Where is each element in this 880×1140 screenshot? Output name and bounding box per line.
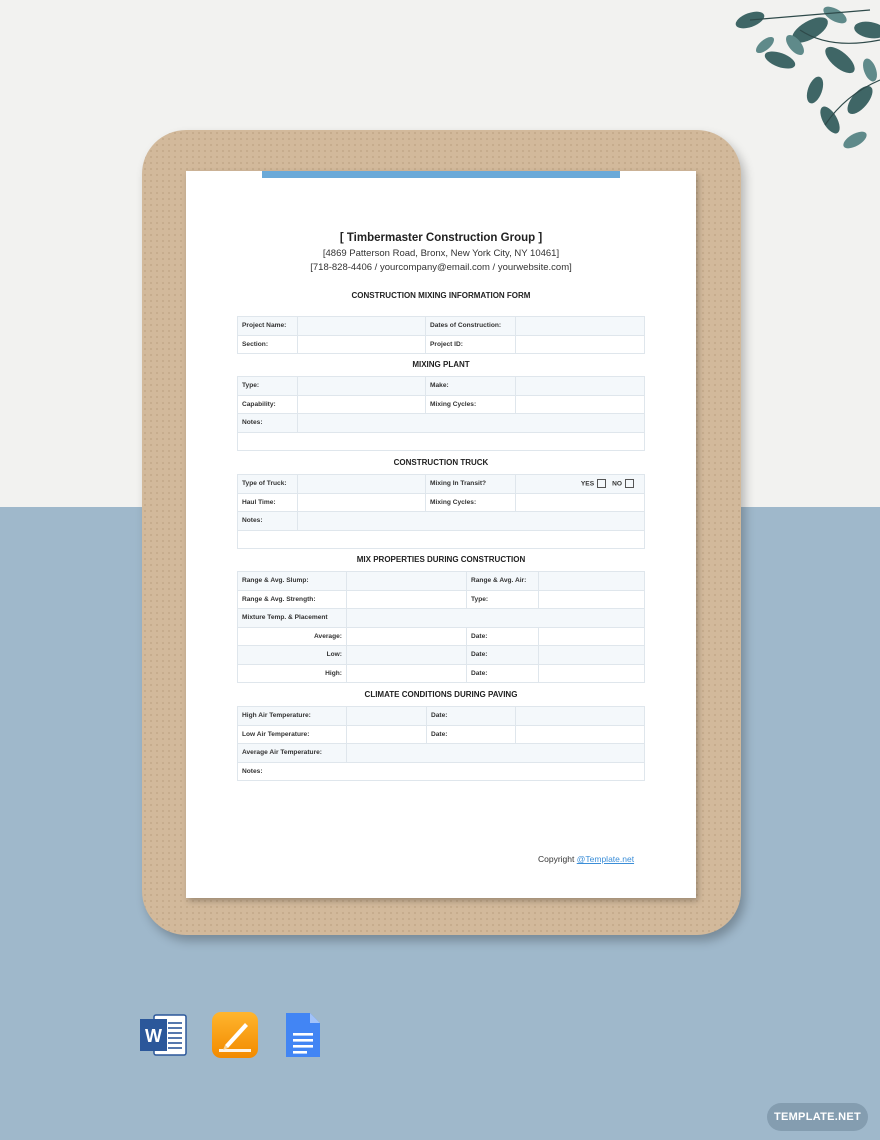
no-label: NO — [612, 480, 622, 488]
avg-air-temp-label: Average Air Temperature: — [238, 744, 347, 763]
yes-checkbox[interactable] — [597, 479, 606, 488]
make-field[interactable] — [516, 377, 645, 396]
accent-bar — [262, 171, 620, 178]
air-label: Range & Avg. Air: — [467, 572, 539, 591]
table-row — [238, 627, 645, 646]
no-checkbox[interactable] — [625, 479, 634, 488]
table-row — [238, 317, 645, 336]
date-field[interactable] — [539, 646, 645, 665]
date-field[interactable] — [516, 725, 645, 744]
company-name: [ Timbermaster Construction Group ] — [339, 232, 543, 244]
table-row — [238, 707, 645, 726]
company-contact: [718-828-4406 / yourcompany@email.com / yourwebsite.com] — [310, 262, 572, 273]
type-of-truck-label: Type of Truck: — [238, 475, 298, 494]
date-field[interactable] — [516, 707, 645, 726]
table-row — [238, 475, 645, 494]
strength-field[interactable] — [347, 590, 467, 609]
haul-time-label: Haul Time: — [238, 493, 298, 512]
climate-title: CLIMATE CONDITIONS DURING PAVING — [364, 690, 518, 699]
high-field[interactable] — [347, 664, 467, 683]
construction-truck-title: CONSTRUCTION TRUCK — [393, 458, 489, 467]
date-label: Date: — [467, 646, 539, 665]
date-label: Date: — [467, 664, 539, 683]
haul-time-field[interactable] — [298, 493, 426, 512]
high-air-temp-label: High Air Temperature: — [238, 707, 347, 726]
notes-field-extra[interactable] — [238, 432, 645, 451]
mixing-in-transit-label: Mixing In Transit? — [426, 475, 516, 494]
company-address: [4869 Patterson Road, Bronx, New York City, NY 10461] — [322, 248, 560, 259]
mix-properties-table — [237, 571, 645, 683]
table-row — [238, 762, 645, 781]
copyright — [538, 854, 634, 864]
make-label: Make: — [426, 377, 516, 396]
average-field[interactable] — [347, 627, 467, 646]
avg-air-temp-field[interactable] — [347, 744, 645, 763]
table-row — [238, 590, 645, 609]
notes-label: Notes: — [238, 414, 298, 433]
type-field[interactable] — [539, 590, 645, 609]
average-label: Average: — [238, 627, 347, 646]
table-row — [238, 646, 645, 665]
table-row — [238, 572, 645, 591]
form-document — [186, 171, 696, 898]
google-docs-icon[interactable] — [280, 1011, 328, 1059]
low-air-temp-label: Low Air Temperature: — [238, 725, 347, 744]
table-row — [238, 725, 645, 744]
low-air-temp-field[interactable] — [347, 725, 427, 744]
notes-label: Notes: — [242, 767, 263, 775]
mixing-cycles-field[interactable] — [516, 493, 645, 512]
project-id-field[interactable] — [516, 335, 645, 354]
notes-field[interactable] — [298, 512, 645, 531]
climate-table — [237, 706, 645, 781]
mixing-plant-table — [237, 376, 645, 451]
date-label: Date: — [427, 725, 516, 744]
air-field[interactable] — [539, 572, 645, 591]
table-row — [238, 414, 645, 433]
type-of-truck-field[interactable] — [298, 475, 426, 494]
mix-properties-title: MIX PROPERTIES DURING CONSTRUCTION — [356, 555, 526, 564]
mixing-cycles-field[interactable] — [516, 395, 645, 414]
dates-of-construction-field[interactable] — [516, 317, 645, 336]
table-row — [238, 512, 645, 531]
mixing-cycles-label: Mixing Cycles: — [426, 395, 516, 414]
table-row — [238, 664, 645, 683]
type-field[interactable] — [298, 377, 426, 396]
date-field[interactable] — [539, 627, 645, 646]
high-air-temp-field[interactable] — [347, 707, 427, 726]
template-badge[interactable]: TEMPLATE.NET — [767, 1103, 868, 1131]
table-row — [238, 377, 645, 396]
table-row — [238, 744, 645, 763]
project-id-label: Project ID: — [426, 335, 516, 354]
type-label: Type: — [238, 377, 298, 396]
strength-label: Range & Avg. Strength: — [238, 590, 347, 609]
yes-label: YES — [580, 480, 595, 488]
mixture-temp-label: Mixture Temp. & Placement — [238, 609, 347, 628]
dates-of-construction-label: Dates of Construction: — [426, 317, 516, 336]
svg-text:W: W — [145, 1026, 162, 1046]
table-row — [238, 493, 645, 512]
table-row — [238, 335, 645, 354]
table-row — [238, 530, 645, 549]
notes-field-extra[interactable] — [238, 530, 645, 549]
table-row — [238, 609, 645, 628]
construction-truck-table — [237, 474, 645, 549]
mixing-plant-title: MIXING PLANT — [412, 360, 470, 369]
capability-label: Capability: — [238, 395, 298, 414]
mixture-temp-field[interactable] — [347, 609, 645, 628]
high-label: High: — [238, 664, 347, 683]
table-row — [238, 395, 645, 414]
form-title: CONSTRUCTION MIXING INFORMATION FORM — [351, 291, 531, 300]
pages-icon[interactable] — [211, 1011, 259, 1059]
word-icon[interactable] — [140, 1011, 188, 1059]
notes-label: Notes: — [238, 512, 298, 531]
slump-field[interactable] — [347, 572, 467, 591]
mixing-in-transit-options — [516, 475, 645, 494]
copyright-label: Copyright — [538, 854, 575, 864]
general-info-table — [237, 316, 645, 354]
low-label: Low: — [238, 646, 347, 665]
low-field[interactable] — [347, 646, 467, 665]
date-field[interactable] — [539, 664, 645, 683]
section-field[interactable] — [298, 335, 426, 354]
table-row — [238, 432, 645, 451]
section-label: Section: — [238, 335, 298, 354]
mixing-cycles-label: Mixing Cycles: — [426, 493, 516, 512]
notes-cell[interactable] — [238, 762, 645, 781]
date-label: Date: — [467, 627, 539, 646]
project-name-field[interactable] — [298, 317, 426, 336]
slump-label: Range & Avg. Slump: — [238, 572, 347, 591]
notes-field[interactable] — [298, 414, 645, 433]
capability-field[interactable] — [298, 395, 426, 414]
project-name-label: Project Name: — [238, 317, 298, 336]
template-link[interactable]: @Template.net — [576, 854, 635, 864]
type-label: Type: — [467, 590, 539, 609]
date-label: Date: — [427, 707, 516, 726]
